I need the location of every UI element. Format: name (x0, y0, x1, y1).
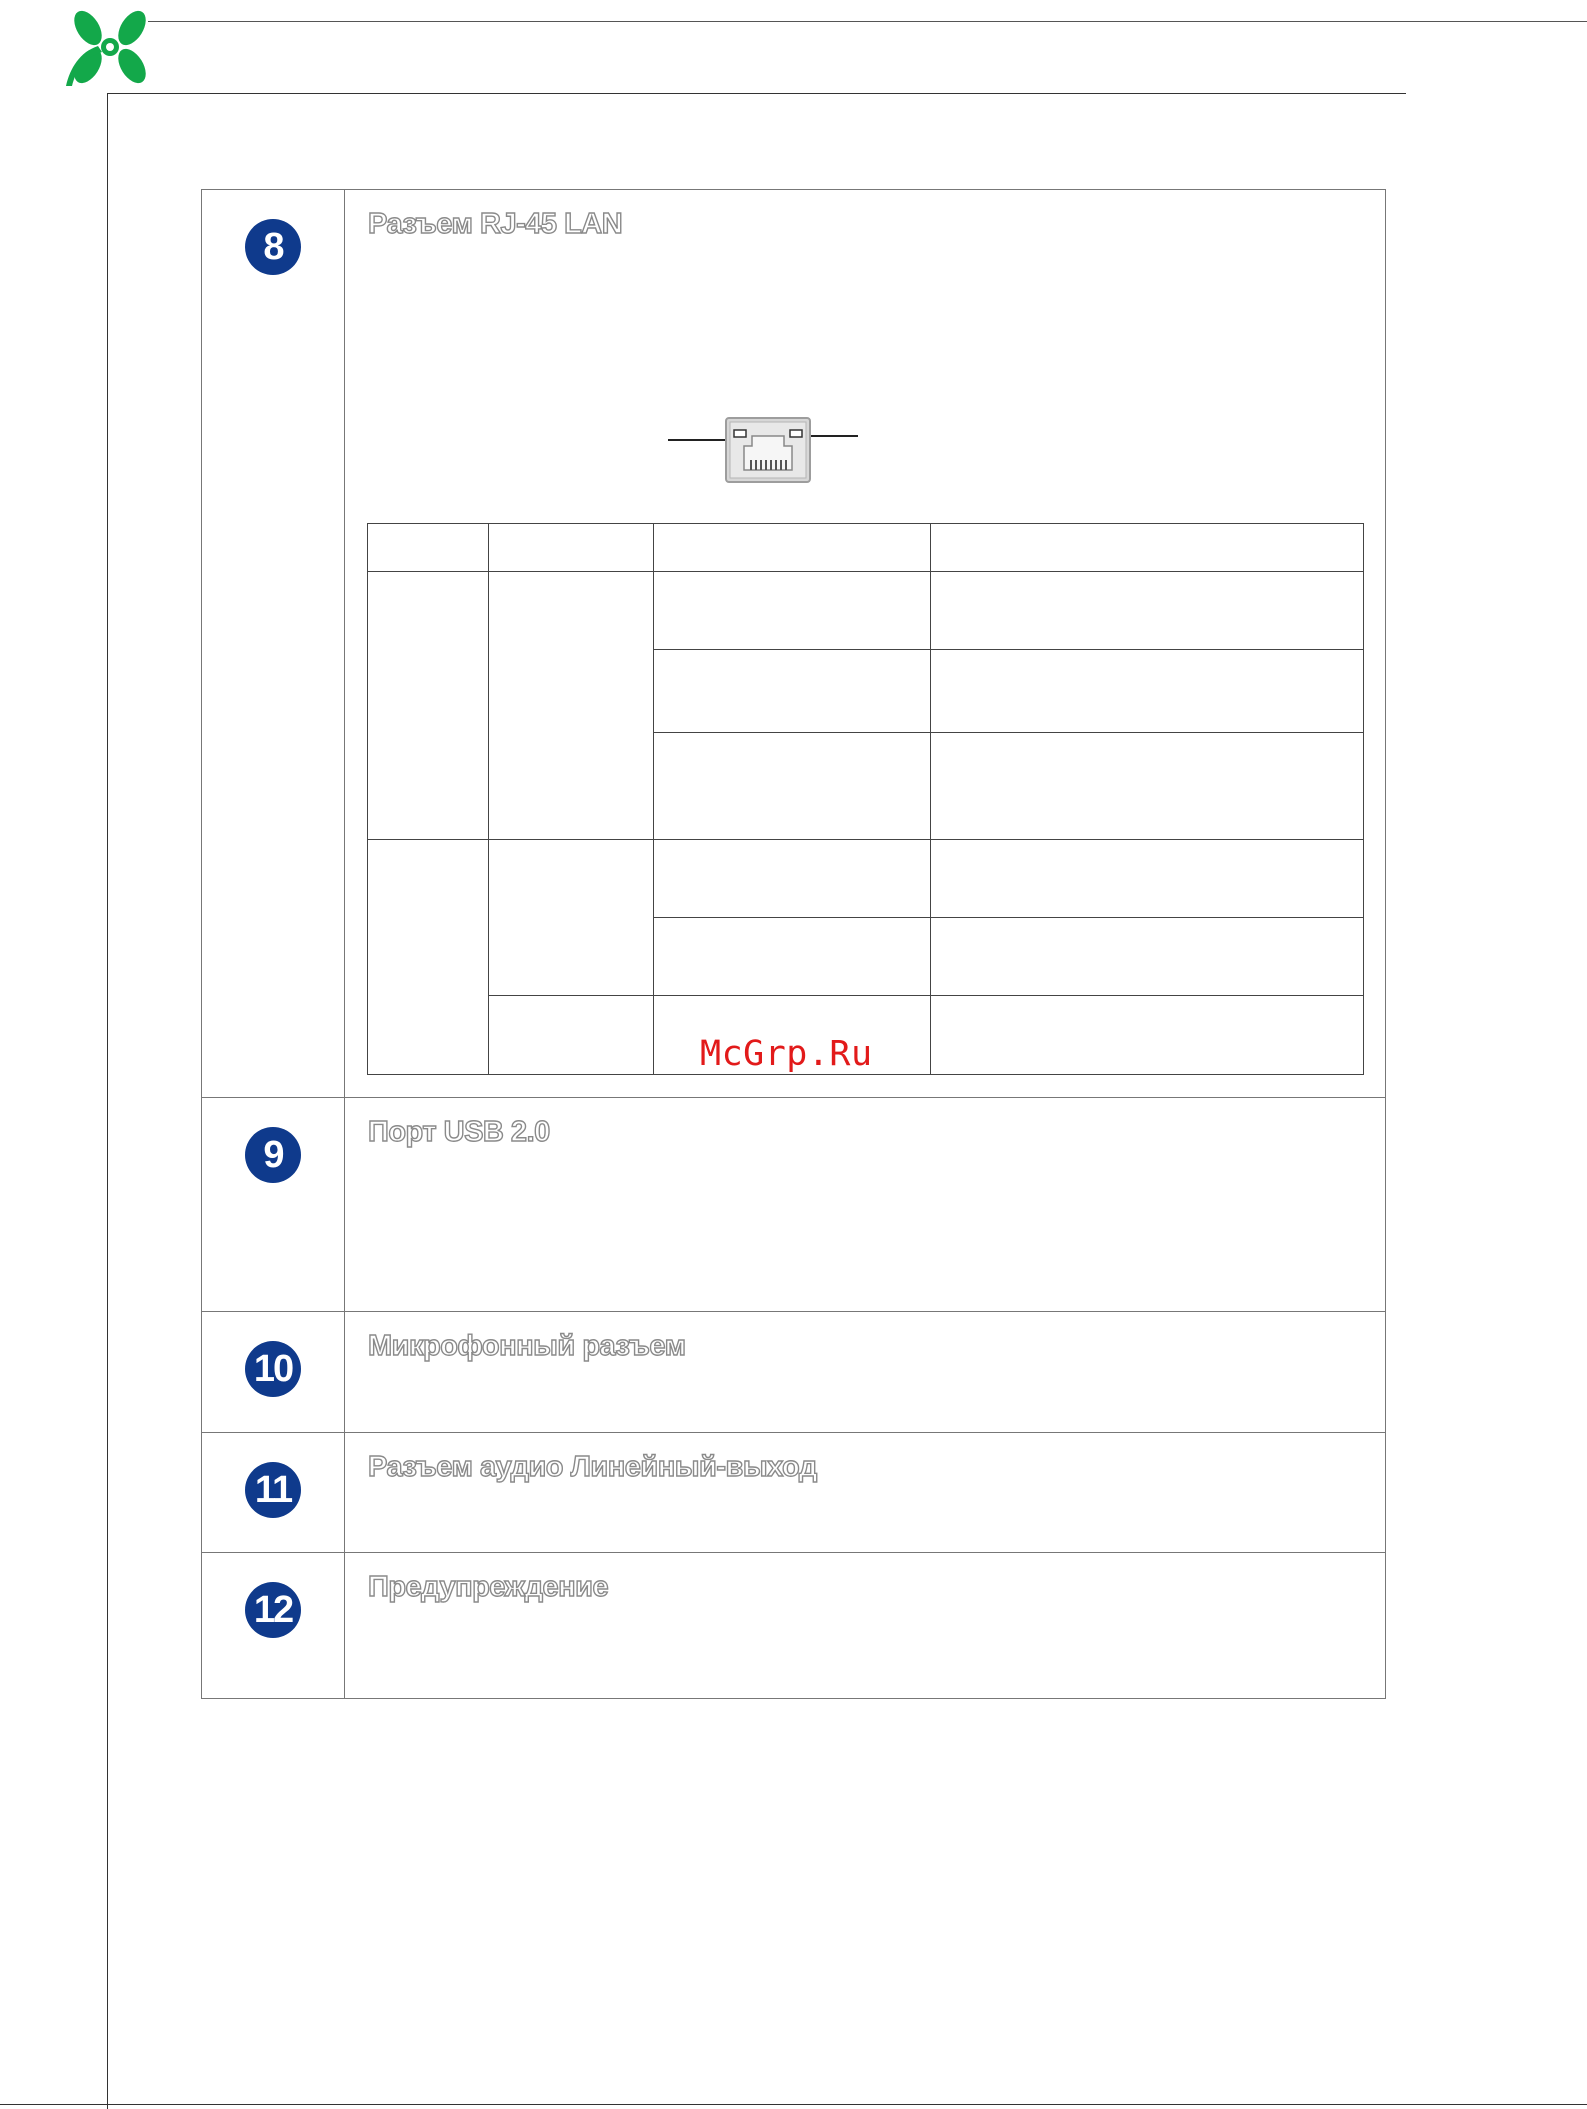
table-cell (931, 733, 1364, 840)
table-cell (489, 572, 654, 840)
section-content-warning (345, 1553, 1386, 1699)
section-title: Предупреждение (368, 1571, 609, 1603)
section-row-mic (202, 1312, 1386, 1433)
section-number-badge: 12 (245, 1582, 301, 1638)
section-number-cell (202, 1098, 345, 1312)
footer-rule (0, 2104, 1587, 2105)
section-content-mic (345, 1312, 1386, 1433)
table-cell (931, 572, 1364, 650)
section-number-badge: 10 (245, 1341, 301, 1397)
table-row (368, 572, 1364, 650)
table-header-row (368, 524, 1364, 572)
table-cell (654, 572, 931, 650)
led-status-table (367, 523, 1364, 1075)
section-title: Микрофонный разъем (368, 1330, 686, 1362)
left-margin-rule (107, 93, 108, 2109)
section-number-cell (202, 1553, 345, 1699)
section-row-lan (202, 190, 1386, 1098)
section-row-usb (202, 1098, 1386, 1312)
table-cell (654, 840, 931, 918)
table-cell (931, 918, 1364, 996)
table-cell (654, 650, 931, 733)
header-rule (107, 93, 1406, 94)
section-number-cell (202, 190, 345, 1098)
section-number-cell (202, 1433, 345, 1553)
table-cell (368, 840, 489, 1075)
watermark-text: McGrp.Ru (700, 1034, 873, 1074)
table-cell (931, 650, 1364, 733)
table-cell (489, 840, 654, 996)
section-number-cell (202, 1312, 345, 1433)
table-row (368, 840, 1364, 918)
section-content-usb (345, 1098, 1386, 1312)
section-content-lan (345, 190, 1386, 1098)
section-number-badge: 8 (245, 219, 301, 275)
header-cell (489, 524, 654, 572)
table-cell (931, 840, 1364, 918)
section-number-badge: 11 (245, 1462, 301, 1518)
table-cell (654, 918, 931, 996)
section-title: Порт USB 2.0 (368, 1116, 550, 1148)
section-row-warning (202, 1553, 1386, 1699)
table-cell (368, 572, 489, 840)
components-table (201, 189, 1386, 1699)
section-number-badge: 9 (245, 1127, 301, 1183)
table-cell (489, 996, 654, 1075)
header-top-rule (148, 21, 1587, 22)
section-content-line-out (345, 1433, 1386, 1553)
brand-logo-icon (62, 6, 158, 90)
table-cell (931, 996, 1364, 1075)
header-cell (654, 524, 931, 572)
section-title: Разъем аудио Линейный-выход (368, 1451, 817, 1483)
rj45-port-icon (668, 410, 868, 490)
header-cell (931, 524, 1364, 572)
section-row-line-out (202, 1433, 1386, 1553)
section-title: Разъем RJ-45 LAN (368, 208, 623, 240)
table-cell (654, 733, 931, 840)
header-cell (368, 524, 489, 572)
